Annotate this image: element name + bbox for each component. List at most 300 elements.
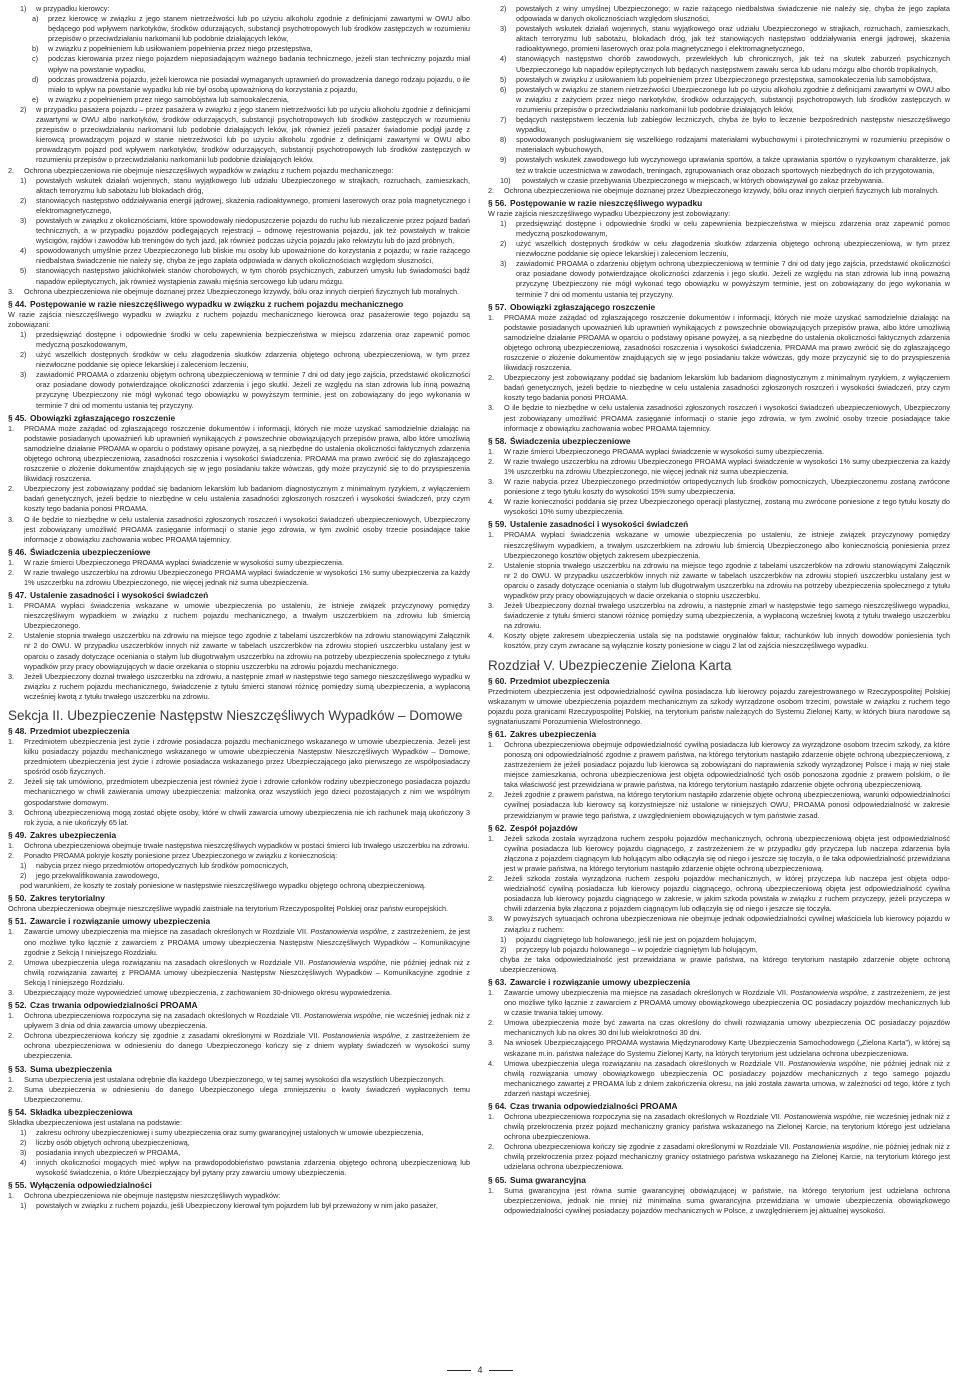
item-marker: 1. (8, 557, 15, 567)
numbered-clause (488, 313, 950, 374)
list-item (8, 216, 470, 246)
list-item (488, 135, 950, 155)
item-marker: 2) (20, 195, 27, 205)
item-text: Ochrona ubezpieczeniowa kończy się zgodnie z zasadami określonymi w Rozdziale VII. Postanowienia wspólne, nie później jednak niż z chwilą przekroczenia przez pojazd mechaniczny granicy ostatniego państwa wskazanego na Zielonej Karcie, na terytorium którego jest udzielana ochrona ubezpieczeniowa. (504, 1142, 950, 1172)
paragraph-number: § 54. (8, 1106, 27, 1117)
item-text: Ochrona ubezpieczeniowa obejmuje odpowiedzialność cywilną posiadacza lub kierowcy za wyrządzone osobom trzecim szkody, za które ponoszą oni odpowiedzialność zgodnie z prawem państwa, na którego terytorium nastąpiło zdarzenie objęte ochroną ubezpieczeniową, z zastrzeżeniem że jeżeli posiadacz pojazdu lub kierowca są zobowiązani do naprawienia szkody wyrządzonej Polsce i mają w niej stałe miejsce zamieszkania, ochrona ubezpieczeniowa jest objęta odpowiedzialność tych osób ponoszona zgodnie z prawem polskim, o ile taka właściwość jest przewidziana w prawie państwa, na którego terytorium nastąpiło zdarzenie objęte ochroną ubezpieczeniową. (504, 739, 950, 790)
item-text: O ile będzie to niezbędne w celu ustalenia zasadności zgłoszonych roszczeń i wysokości świadczeń ubezpieczeniowych, Ubezpieczony jest zobowiązany umożliwić PROAMA zasięganie informacji o stanie jego zdrowia, w tym zwolnić osoby trzecie posiadające takie informacje z obowiązku zachowania wobec PROAMA tajemnicy. (24, 514, 470, 544)
item-marker: 2. (8, 567, 15, 577)
numbered-clause (8, 958, 470, 988)
item-marker: 2. (488, 373, 495, 383)
paragraph-heading-text: Czas trwania odpowiedzialności PROAMA (510, 1101, 678, 1111)
item-marker: 4. (488, 497, 495, 507)
list-item (488, 176, 950, 186)
item-text: PROAMA może zażądać od zgłaszającego roszczenie dokumentów i informacji, których nie może uzyskać samodzielnie działając na podstawie posiadanych upoważnień lub uprawnień wynikających z powszechnie obowiązujących przepisów prawa, albo które umożliwią samodzielne działanie PROAMA w oparciu o podstawy opisane powyżej, a są niezbędne do ustalenia okoliczności faktycznych zdarzenia objętego ochroną ubezpieczeniową, zasadności roszczenia i wysokości świadczenia. PROAMA ma prawo zwrócić się do zgłaszającego roszczenie o złożenie dokumentów znajdujących się w jego posiadaniu także wówczas, gdy może przyczynić się to do przyspieszenia likwidacji roszczenia. (24, 423, 470, 484)
item-text: Ubezpieczający może wypowiedzieć umowę ubezpieczenia, z zachowaniem 30-dniowego okresu wypowiedzenia. (24, 987, 392, 997)
item-text: zawiadomić PROAMA o zdarzeniu objętym ochroną ubezpieczeniową w terminie 7 dni od daty jego zajścia, przedstawić okoliczności oraz posiadane dowody potwierdzające okoliczności zdarzenia i jego skutki. Jeżeli ze względu na stan zdrowia lub inną poważną przyczynę Ubezpieczony nie mógł wykonać tego obowiązku w powyższym terminie, jest on zobowiązany do jego wykonania w terminie 7 dni od momentu ustania tej przyczyny. (36, 370, 470, 410)
item-text: stanowiących następstwo chorób zawodowych, przewlekłych lub chronicznych, jak też na skutek zaburzeń psychicznych Ubezpieczonego lub napadów epileptycznych lub będących następstwem zawału serca lub udaru mózgu albo chorób tropikalnych, (516, 54, 950, 74)
list-item (8, 861, 470, 871)
item-text: spowodowanych posługiwaniem się wszelkiego rodzajami materiałami wybuchowymi i pirotechnicznymi w rozumieniu przepisów o materiałach wybuchowych, (516, 135, 950, 155)
paragraph-heading (8, 1000, 470, 1011)
paragraph-heading-text: Ustalenie zasadności i wysokości świadczeń (510, 519, 689, 530)
footer-rule-right (489, 1370, 513, 1371)
item-marker: 3) (500, 259, 507, 269)
item-text: innych okoliczności mogących mieć wpływ na prawdopodobieństwo powstania zdarzenia objętego ochroną ubezpieczeniową lub wysokość świadczenia, o które Ubezpieczający był pytany przy zawarciu umowy ubezpieczenia. (36, 1158, 470, 1178)
lettered-item (8, 54, 470, 74)
item-marker: 2) (500, 239, 507, 249)
numbered-clause (488, 914, 950, 934)
item-marker: 3. (488, 1038, 495, 1048)
item-marker: 3. (8, 514, 15, 524)
numbered-clause (8, 851, 470, 861)
item-marker: 5) (500, 74, 507, 84)
numbered-clause (488, 457, 950, 477)
item-text: W razie trwałego uszczerbku na zdrowiu Ubezpieczonego PROAMA wypłaci świadczenie w wysokości 1% sumy ubezpieczenia za każdy 1% uszczerbku na zdrowiu Ubezpieczonego, nie więcej jednak niż suma ubezpieczenia. (504, 456, 950, 476)
item-text: O ile będzie to niezbędne w celu ustalenia zasadności zgłoszonych roszczeń i wysokości świadczeń ubezpieczeniowych, Ubezpieczony jest zobowiązany umożliwić PROAMA zasięganie informacji o stanie jego zdrowia, w tym zwolnić osoby trzecie posiadające takie informacje z obowiązku zachowania wobec PROAMA tajemnicy. (504, 403, 950, 433)
paragraph-number: § 48. (8, 726, 27, 736)
paragraph-heading-text: Obowiązki zgłaszającego roszczenie (510, 301, 656, 312)
item-text: podczas prowadzenia pojazdu, jeżeli kierowca nie posiadał wymaganych uprawnień do prowadzenia danego rodzaju pojazdu, o ile miało to wpływ na powstanie wypadku lub nie był osobą upoważnioną do korzystania z pojazdu, (48, 74, 470, 94)
item-marker: 2) (20, 1138, 27, 1147)
item-marker: 1. (488, 1112, 495, 1121)
item-marker: 4) (20, 1158, 27, 1168)
paragraph-heading-text: Zespół pojazdów (510, 822, 578, 833)
paragraph-number: § 56. (488, 197, 507, 208)
numbered-clause (488, 874, 950, 914)
item-text: Ubezpieczony jest zobowiązany poddać się badaniom lekarskim lub badaniom diagnostycznym z minimalnym ryzykiem, z wyłączeniem badań genetycznych, jeżeli będzie to niezbędne w celu ustalenia zasadności zgłoszonych roszczeń i wysokości świadczeń, przy czym koszty tego badania ponosi PROAMA. (504, 373, 950, 403)
paragraph-heading (488, 302, 950, 313)
item-text: Jeżeli Ubezpieczony doznał trwałego uszczerbku na zdrowiu, a następnie zmarł w następstwie tego samego nieszczęśliwego wypadku w związku z ruchem pojazdu mechanicznego, świadczenie z tytułu śmierci stanowi różnicę pomiędzy sumą ubezpieczenia, a wypłaconą wcześniej kwotą z tytułu trwałego uszczerbku na zdrowiu. (24, 671, 470, 701)
paragraph-heading (8, 590, 470, 601)
list-item (488, 85, 950, 115)
paragraph-heading-text: Zakres terytorialny (30, 893, 105, 904)
item-marker: 2. (488, 874, 495, 884)
paragraph-heading-text: Suma gwarancyjna (510, 1174, 586, 1185)
paragraph-number: § 55. (8, 1180, 27, 1191)
item-marker: 1. (488, 987, 495, 997)
item-marker: 7) (500, 115, 507, 125)
numbered-clause (488, 1018, 950, 1038)
item-marker: 2. (8, 1031, 15, 1041)
item-text: przedsięwziąć dostępne i odpowiednie środki w celu zapewnienia bezpieczeństwa w miejscu zdarzenia oraz zapewnić pomoc medyczną poszkodowanym, (516, 218, 950, 238)
item-text: zawiadomić PROAMA o zdarzeniu objętym ochroną ubezpieczeniową w terminie 7 dni od daty jego zajścia, przedstawić okoliczności oraz posiadane dowody potwierdzające okoliczności zdarzenia i jego skutki. Jeżeli ze względu na stan zdrowia lub inną poważną przyczynę Ubezpieczony nie mógł wykonać tego obowiązku w powyższym terminie, jest on zobowiązany do jego wykonania w terminie 7 dni od momentu ustania tej przyczyny. (516, 259, 950, 299)
item-text: Ponadto PROAMA pokryje koszty poniesione przez Ubezpieczonego w związku z koniecznością: (24, 850, 338, 860)
item-marker: 2. (8, 631, 15, 641)
paragraph-number: § 64. (488, 1101, 507, 1111)
item-text: Umowa ubezpieczenia ulega rozwiązaniu na zasadach określonych w Rozdziale VII. Postanowienia wspólne, nie później jednak niż z chwilą rozwiązania zawartej z PROAMA umowy ubezpieczenia Następstw Nieszczęśliwych Wypadków – Komunikacyjne zgodnie z Sekcją I niniejszego Rozdziału. (24, 957, 470, 987)
numbered-clause (8, 424, 470, 485)
lettered-item (8, 44, 470, 54)
item-text: będących następstwem leczenia lub zabiegów leczniczych, chyba że było to leczenie bezpośrednich następstw nieszczęśliwego wypadku, (516, 115, 950, 135)
list-item (8, 1138, 470, 1148)
lettered-item (8, 14, 470, 44)
body-paragraph: Składka ubezpieczeniowa jest ustalana na podstawie: (8, 1117, 183, 1127)
list-item (488, 935, 950, 945)
item-text: W razie śmierci Ubezpieczonego PROAMA wypłaci świadczenie w wysokości sumy ubezpieczenia. (24, 557, 344, 567)
paragraph-heading (8, 830, 470, 841)
item-marker: c) (32, 54, 39, 64)
item-text: powstałych w związku z okolicznościami, które spowodowały niedopuszczenie pojazdu do ruchu lub niezaliczenie przez pojazd badań technicznych, a w przypadku pojazdów podlegających rejestracji – odmowę rejestrowania pojazdu, jak też powstałych w trakcie wyścigów, rajdów i zawodów lub treningów do tych jazd, jak również podczas użycia pojazdu jako rekwizytu lub do jazd próbnych, (36, 215, 470, 246)
numbered-clause (488, 447, 950, 457)
paragraph-heading-text: Suma ubezpieczenia (30, 1063, 112, 1074)
item-text: Umowa ubezpieczenia może być zawarta na czas określony do chwili rozwiązania umowy ubezpieczenia OC posiadaczy pojazdów mechanicznych lub na okres 30 dni lub wielokrotności 30 dni. (504, 1018, 950, 1038)
numbered-clause (488, 373, 950, 403)
item-marker: 5) (20, 266, 27, 276)
numbered-clause (8, 927, 470, 957)
item-marker: 1. (488, 833, 495, 843)
list-item (488, 115, 950, 135)
paragraph-number: § 45. (8, 412, 27, 423)
paragraph-heading (488, 676, 950, 687)
paragraph-heading-text: Wyłączenia odpowiedzialności (30, 1180, 152, 1191)
item-text: w przypadku kierowcy: (36, 4, 110, 13)
paragraph-heading (8, 547, 470, 558)
list-item (8, 1158, 470, 1178)
paragraph-heading (488, 729, 950, 740)
item-text: Umowa ubezpieczenia ulega rozwiązaniu na zasadach określonych w Rozdziale VII. Postanowienia wspólne, nie później jednak niż z chwilą rozwiązania umowy obowiązkowego ubezpieczenia OC posiadaczy pojazdów mechanicznych z tego samego pojazdu mechanicznego zawartej z PROAMA lub z dniem zakończenia okresu, na jaki została zawarta umowa, w zależności od tego, które z tych zdarzeń nastąpi wcześniej. (504, 1058, 950, 1098)
item-text: Suma ubezpieczenia jest ustalana odrębnie dla każdego Ubezpieczonego, w tej samej wysokości dla wszystkich Ubezpieczonych. (24, 1074, 446, 1084)
item-text: PROAMA wypłaci świadczenia wskazane w umowie ubezpieczenia po ustaleniu, że istnieje związek przyczynowy pomiędzy nieszczęśliwym wypadkiem w związku z ruchem pojazdu mechanicznego, a trwałym uszczerbkiem na zdrowiu lub śmiercią Ubezpieczonego. (24, 601, 470, 631)
paragraph-number: § 44. (8, 298, 27, 309)
item-text: nabycia przez niego przedmiotów ortopedycznych lub środków pomocniczych, (36, 861, 289, 871)
numbered-clause (488, 1142, 950, 1172)
item-marker: 2. (488, 1142, 495, 1152)
paragraph-heading (488, 1101, 950, 1112)
numbered-clause (8, 841, 470, 851)
numbered-clause (488, 988, 950, 1018)
item-text: powstałych w czasie przebywania Ubezpieczonego w miejscach, w których obowiązywał go zakaz przebywania. (522, 175, 884, 185)
item-marker: 3) (20, 370, 27, 380)
item-text: Jeżeli zgodnie z prawem państwa, na którego terytorium nastąpiło zdarzenie objęte ochroną ubezpieczeniową, warunki odpowiedzialności cywilnej posiadacza lub kierowcy są korzystniejsze niż ustalone w niniejszych OWU, PROAMA ponosi odpowiedzialność w zakresie przewidzianym w prawie tego państwa, z uwzględnieniem obowiązujących w tym państwie zasad. (504, 790, 950, 820)
numbered-clause (488, 1038, 950, 1058)
item-marker: 4. (488, 631, 495, 641)
item-text: Na wniosek Ubezpieczającego PROAMA wystawia Międzynarodowy Kartę Ubezpieczenia Samochodowego („Zielona Karta”), w której są wskazane m.in. państwa należące do Systemu Zielonej Karty, na których terytorium jest udzielana ochrona ubezpieczeniowa. (504, 1038, 950, 1058)
item-text: Ochroną ubezpieczeniową mogą zostać objęte osoby, które w chwili zawarcia umowy ubezpieczenia nie ich rachunek mają ukończony 3 rok życia, a nie ukończyły 65 lat. (24, 807, 470, 827)
item-marker: 2. (488, 1018, 495, 1028)
item-marker: b) (32, 44, 39, 54)
paragraph-number: § 62. (488, 822, 507, 833)
numbered-clause (488, 186, 950, 196)
item-marker: 2. (8, 777, 15, 787)
item-marker: 3. (8, 807, 15, 817)
list-item (8, 105, 470, 166)
numbered-clause (8, 1011, 470, 1031)
item-marker: 6) (500, 84, 507, 94)
item-text: W powyższych sytuacjach ochrona ubezpieczeniowa nie obejmuje jednak odpowiedzialności cywilnej właściciela lub kierowcy pojazdu w związku z ruchem: (504, 914, 950, 934)
item-text: Ochrona ubezpieczeniowa nie obejmuje następstw nieszczęśliwych wypadków: (24, 1191, 281, 1201)
item-text: przedsięwziąć dostępne i odpowiednie środki w celu zapewnienia bezpieczeństwa w miejscu zdarzenia oraz zapewnić pomoc medyczną poszkodowanym, (36, 329, 470, 349)
item-text: PROAMA wypłaci świadczenia wskazane w umowie ubezpieczenia po ustaleniu, że istnieje związek przyczynowy pomiędzy nieszczęśliwym wypadkiem, a trwałym uszczerbkiem na zdrowiu lub śmiercią Ubezpieczonego albo koniecznością poniesienia przez Ubezpieczonego kosztów objętych zakresem ubezpieczenia. (504, 530, 950, 560)
item-text: W razie konieczności poddania się przez Ubezpieczonego operacji plastycznej, zostaną mu zwrócone poniesione z tego tytułu koszty do wysokości 10% sumy ubezpieczenia. (504, 497, 950, 517)
item-text: jego przekwalifikowania zawodowego, (36, 871, 160, 881)
item-text: w przypadku pasażera pojazdu – przez pasażera w związku z jego stanem nietrzeźwości lub po użyciu alkoholu zgodnie z definicjami zawartymi w OWU albo narkotyków, środków odurzających, substancji psychotropowych lub środków zastępczych w rozumieniu przepisów o przeciwdziałaniu narkomanii lub podobnie działających leków, jak również jeżeli pasażer świadomie podjął jazdę z kierowcą prowadzącym pojazd w stanie nietrzeźwości lub po użyciu alkoholu zgodnie z definicjami zawartymi w OWU albo prowadzącym pojazd pod wpływem narkotyków, środków odurzających, substancji psychotropowych lub środków zastępczych w rozumieniu przepisów o przeciwdziałaniu narkomanii lub podobnie działających leków. (36, 104, 470, 165)
item-marker: 2. (8, 850, 15, 860)
right-column (488, 4, 950, 1216)
item-marker: 2) (20, 350, 27, 360)
item-text: zakresu ochrony ubezpieczeniowej i sumy ubezpieczenia oraz sumy gwarancyjnej ustalonych w umowie ubezpieczenia, (36, 1127, 424, 1137)
paragraph-heading (488, 436, 950, 447)
paragraph-number: § 53. (8, 1063, 27, 1074)
numbered-clause (8, 484, 470, 514)
item-marker: 3. (8, 987, 15, 997)
item-marker: 1) (20, 1201, 27, 1211)
paragraph-heading (488, 198, 950, 209)
item-text: Ochrona ubezpieczeniowa nie obejmuje doznanej przez Ubezpieczonego krzywdy, bólu oraz innych cierpień fizycznych lub moralnych. (24, 286, 460, 296)
item-marker: 2. (488, 560, 495, 570)
item-text: stanowiących następstwo jakichkolwiek stanów chorobowych, w tym chorób psychicznych, zaburzeń umysłu lub świadomości bądź napadów epileptycznych, jak również wystąpienia zawału mięśnia sercowego lub udaru mózgu. (36, 266, 470, 286)
item-text: W razie trwałego uszczerbku na zdrowiu Ubezpieczonego PROAMA wypłaci świadczenie w wysokości 1% sumy ubezpieczenia za każdy 1% uszczerbku na zdrowiu Ubezpieczonego, nie więcej jednak niż suma ubezpieczenia. (24, 567, 470, 587)
footer-rule-left (447, 1370, 471, 1371)
paragraph-heading-text: Obowiązki zgłaszającego roszczenie (30, 412, 176, 423)
item-text: Jeżeli Ubezpieczony doznał trwałego uszczerbku na zdrowiu, a następnie zmarł w następstwie tego samego nieszczęśliwego wypadku, świadczenie z tytułu śmierci stanowi różnicę pomiędzy sumą ubezpieczenia, a wypłaconą wcześniej kwotą z tytułu trwałego uszczerbku na zdrowiu. (504, 601, 950, 631)
list-item (488, 945, 950, 955)
numbered-clause (8, 287, 470, 297)
paragraph-heading (8, 726, 470, 737)
numbered-clause (8, 777, 470, 807)
list-item (8, 266, 470, 286)
item-marker: 9) (500, 155, 507, 165)
numbered-clause (8, 1085, 470, 1105)
paragraph-number: § 59. (488, 519, 507, 530)
paragraph-heading-text: Świadczenia ubezpieczeniowe (510, 435, 631, 446)
item-marker: 1) (20, 175, 27, 185)
item-marker: 4. (488, 1058, 495, 1068)
numbered-clause (8, 1075, 470, 1085)
item-marker: 8) (500, 135, 507, 145)
item-text: PROAMA może zażądać od zgłaszającego roszczenie dokumentów i informacji, których nie może uzyskać samodzielnie działając na podstawie posiadanych upoważnień lub uprawnień wynikających z powszechnie obowiązujących przepisów prawa, albo które umożliwią samodzielne działanie PROAMA w oparciu o podstawy opisane powyżej, a są niezbędne do ustalenia okoliczności faktycznych zdarzenia objętego ochroną ubezpieczeniową, zasadności roszczenia i wysokości świadczenia. PROAMA ma prawo zwrócić się do zgłaszającego roszczenie o złożenie dokumentów znajdujących się w jego posiadaniu także wówczas, gdy może przyczynić się to do przyspieszenia likwidacji roszczenia. (504, 312, 950, 373)
item-text: powstałych z winy umyślnej Ubezpieczonego; w razie rażącego niedbalstwa świadczenie nie należy się, chyba że jego zapłata odpowiada w danych okolicznościach względom słuszności, (516, 4, 950, 24)
body-paragraph: Przedmiotem ubezpieczenia jest odpowiedzialność cywilna posiadacza lub kierowcy pojazdu zarejestrowanego w Rzeczypospolitej Polskiej wskazanym w umowie ubezpieczenia pojazdem mechanicznym za szkody wyrządzone osobom trzecim, powstałe w związku z ruchem tego pojazdu poza granicami Rzeczypospolitej Polskiej, na terytorium państw należących do Systemu Zielonej Karty, w których biura narodowe są sygnatariuszami Porozumienia Wielostronnego. (488, 686, 950, 726)
numbered-clause (8, 166, 470, 176)
item-marker: a) (32, 14, 39, 24)
section-title: Sekcja II. Ubezpieczenie Następstw Nieszczęśliwych Wypadków – Domowe (8, 708, 463, 723)
item-text: spowodowanych umyślnie przez Ubezpieczonego lub bliskie mu osoby lub upoważnione do korzystania z pojazdu; w razie rażącego niedbalstwa świadczenie nie należy się, chyba że jego zapłata odpowiada w danych okolicznościach względom słuszności, (36, 246, 470, 266)
item-text: powstałych wskutek zawodowego lub wyczynowego uprawiania sportów, a także uprawiania sportów o ryzykownym charakterze, jak też w trakcie uczestnictwa w zawodach, treningach, zgrupowaniach oraz obozach sportowych niezbędnych do ich przygotowania, (516, 155, 950, 175)
item-marker: 1. (8, 927, 15, 937)
numbered-clause (488, 601, 950, 631)
paragraph-number: § 58. (488, 435, 507, 446)
paragraph-number: § 65. (488, 1174, 507, 1185)
paragraph-heading (8, 413, 470, 424)
list-item (8, 330, 470, 350)
item-text: Zawarcie umowy ubezpieczenia ma miejsce na zasadach określonych w Rozdziale VII. Postanowienia wspólne, z zastrzeżeniem, że jest ono możliwe tylko łącznie z zawarciem z PROAMA umowy obowiązkowego ubezpieczenia OC posiadaczy pojazdów mechanicznych lub w czasie trwania takiej umowy. (504, 987, 951, 1018)
item-marker: 2) (20, 871, 27, 881)
lettered-item (8, 95, 470, 105)
item-text: Ochrona ubezpieczeniowa obejmuje trwałe następstwa nieszczęśliwych wypadków w postaci śmierci lub trwałego uszczerbku na zdrowiu. (24, 840, 470, 850)
item-text: Ochrona ubezpieczeniowa nie obejmuje nieszczęśliwych wypadków w związku z ruchem pojazdu mechanicznego: (24, 165, 394, 175)
item-marker: 1. (488, 312, 495, 322)
list-item (488, 219, 950, 239)
item-marker: 1. (8, 840, 15, 850)
paragraph-heading (8, 299, 470, 310)
item-marker: 2. (8, 484, 15, 494)
item-marker: 1. (8, 423, 15, 433)
item-marker: 2) (500, 4, 507, 13)
item-marker: 1) (500, 218, 507, 228)
item-marker: 1) (20, 861, 27, 871)
item-marker: 2) (20, 104, 27, 114)
item-marker: 4) (500, 54, 507, 64)
list-item (488, 4, 950, 24)
item-marker: 10) (500, 175, 511, 185)
section-title: Rozdział V. Ubezpieczenie Zielona Karta (488, 657, 732, 673)
paragraph-number: § 61. (488, 728, 507, 739)
numbered-clause (8, 631, 470, 671)
item-marker: 2. (8, 1084, 15, 1094)
paragraph-heading-text: Postępowanie w razie nieszczęśliwego wypadku w związku z ruchem pojazdu mechanicznego (30, 298, 404, 309)
item-marker: 1) (20, 4, 27, 13)
paragraph-number: § 52. (8, 1000, 27, 1011)
left-column (8, 4, 470, 1212)
item-marker: 3. (8, 671, 15, 681)
paragraph-number: § 60. (488, 675, 507, 686)
list-item (8, 1128, 470, 1138)
item-marker: 2. (488, 790, 495, 800)
list-item (8, 370, 470, 410)
body-paragraph: W razie zajścia nieszczęśliwego wypadku Ubezpieczony jest zobowiązany: (488, 208, 731, 218)
numbered-clause (488, 631, 950, 651)
item-marker: 1. (8, 601, 15, 611)
numbered-clause (488, 1186, 950, 1216)
item-text: w związku z popełnieniem przez niego samobójstwa lub samookaleczenia, (48, 94, 289, 104)
paragraph-number: § 50. (8, 893, 27, 904)
body-paragraph: pod warunkiem, że koszty te zostały poniesione w następstwie nieszczęśliwego wypadku objętego ochroną ubezpieczeniową. (20, 881, 427, 891)
paragraph-heading-text: Zawarcie i rozwiązanie umowy ubezpieczenia (30, 916, 211, 927)
paragraph-heading-text: Przedmiot ubezpieczenia (510, 675, 610, 686)
numbered-clause (8, 601, 470, 631)
item-marker: 1. (8, 1011, 15, 1021)
item-text: przez kierowcę w związku z jego stanem nietrzeźwości lub po użyciu alkoholu zgodnie z definicjami zawartymi w OWU albo będącego pod wpływem narkotyków, środków odurzających, substancji psychotropowych lub środków zastępczych w rozumieniu przepisów o przeciwdziałaniu narkomanii lub podobnie działających leków, (48, 14, 470, 44)
paragraph-number: § 49. (8, 829, 27, 840)
item-marker: 1. (488, 446, 495, 456)
numbered-clause (488, 740, 950, 790)
numbered-clause (488, 497, 950, 517)
item-text: Ochrona ubezpieczeniowa kończy się zgodnie z zasadami określonymi w Rozdziale VII. Postanowienia wspólne, z zastrzeżeniem że ochrona ubezpieczeniowa w odniesieniu do danego Ubezpieczonego kończy się z dniem wypłaty świadczeń w wysokości sumy ubezpieczenia. (24, 1031, 470, 1061)
paragraph-number: § 57. (488, 301, 507, 312)
numbered-clause (8, 1191, 470, 1201)
paragraph-heading (8, 916, 470, 927)
list-item (8, 176, 470, 196)
numbered-clause (8, 1031, 470, 1061)
item-text: powstałych wskutek działań wojennych, stanu wyjątkowego lub udziału Ubezpieczonego w strajkach, rozruchach, zamieszkach, aktach terroryzmu lub sabotażu lub blokadach dróg, (36, 175, 470, 195)
paragraph-heading-text: Postępowanie w razie nieszczęśliwego wypadku (510, 197, 703, 208)
item-marker: 3. (488, 601, 495, 611)
item-marker: 1. (488, 739, 495, 749)
numbered-clause (488, 403, 950, 433)
item-text: powstałych w związku z usiłowaniem lub popełnieniem przez Ubezpieczonego przestępstwa, samookaleczenia lub samobójstwa, (516, 74, 933, 84)
body-paragraph: W razie zajścia nieszczęśliwego wypadku w związku z ruchem pojazdu mechanicznego kierowca oraz pasażerowie tego pojazdu są zobowiązani: (8, 309, 470, 329)
list-item (8, 246, 470, 266)
item-text: Suma ubezpieczenia w odniesieniu do danego Ubezpieczonego ulega zmniejszeniu o kwoty świadczeń wypłaconych temu Ubezpieczonemu. (24, 1084, 470, 1104)
item-marker: 3) (500, 24, 507, 34)
paragraph-heading (488, 823, 950, 834)
item-marker: e) (32, 94, 39, 104)
body-paragraph: Ochrona ubezpieczeniowa obejmuje nieszczęśliwe wypadki zaistniałe na terytorium Rzeczypospolitej Polskiej oraz państw europejskich. (8, 904, 449, 914)
item-text: posiadania innych ubezpieczeń w PROAMA, (36, 1148, 181, 1158)
item-text: Ochrona ubezpieczeniowa rozpoczyna się na zasadach określonych w Rozdziale VII. Postanowienia wspólne, nie wcześniej jednak niż z upływem 3 dnia od dnia zawarcia umowy ubezpieczenia. (24, 1011, 470, 1031)
numbered-clause (488, 790, 950, 820)
item-marker: 3. (488, 914, 495, 924)
item-text: Ustalenie stopnia trwałego uszczerbku na zdrowiu na miejsce tego zgodnie z tabelami uszczerbków na zdrowiu stanowiącymi Załącznik nr 2 do OWU. W przypadku uszczerbków innych niż zawarte w tabelach uszczerbków na zdrowiu stopień uszczerbku ustalany jest w oparciu o zasady dotyczące oceniania o stałym lub długotrwałym uszczerbku na zdrowiu na potrzeby ubezpieczenia społecznego z tytułu wypadków przy pracy obowiązujących w dacie orzekania o stopniu uszczerbku na zdrowiu pojazdu mechanicznego. (24, 631, 470, 671)
item-text: W razie śmierci Ubezpieczonego PROAMA wypłaci świadczenie w wysokości sumy ubezpieczenia. (504, 446, 824, 456)
paragraph-heading (8, 1180, 470, 1191)
item-marker: 2. (8, 957, 15, 967)
item-marker: 1) (500, 934, 507, 944)
paragraph-number: § 51. (8, 916, 27, 927)
item-text: liczby osób objętych ochroną ubezpieczeniową, (36, 1138, 190, 1147)
item-marker: 4) (20, 246, 27, 256)
list-item (488, 239, 950, 259)
item-marker: 3) (20, 1148, 27, 1158)
item-marker: 3) (20, 215, 27, 225)
list-item (8, 871, 470, 881)
numbered-clause (488, 1059, 950, 1099)
item-marker: 2. (488, 456, 495, 466)
item-marker: 1) (20, 329, 27, 339)
item-text: Jeżeli szkoda została wyrządzona ruchem zespołu pojazdów mechanicznych, ochroną ubezpieczeniową objęta jest odpowiedzialność cywilna posiadacza lub kierowcy pojazdu ciągnącego, z zastrzeżeniem że w przypadku gdy przyczepa lub naczepa zdarzenia była złączona z pojazdem ciągnącym lub holującym albo odłączyła się od niego i jeszcze się toczyła, o ile taka odpowiedzialność przewidziana jest w prawie państwa, na którego terytorium nastąpiło zdarzenie objęte ochroną ubezpieczeniową. (504, 833, 950, 873)
item-marker: 2. (488, 185, 495, 195)
numbered-clause (8, 988, 470, 998)
numbered-clause (488, 561, 950, 601)
paragraph-number: § 47. (8, 590, 27, 601)
item-text: Przedmiotem ubezpieczenia jest życie i zdrowie posiadacza pojazdu mechanicznego wskazanego w umowie ubezpieczenia. Jeżeli jest kilku posiadaczy pojazdu mechanicznego wskazanego w umowie ubezpieczenia Następstw Nieszczęśliwych Wypadków – Domowe, przedmiotem ubezpieczenia jest życie i zdrowie posiadacza wskazanego przez Ubezpieczającego jako pierwszego ze współposiadaczy spośród osób fizycznych. (24, 737, 470, 777)
list-item (488, 54, 950, 74)
item-text: powstałych wskutek działań wojennych, stanu wyjątkowego oraz udziału Ubezpieczonego w strajkach, rozruchach, zamieszkach, aktach terroryzmu lub sabotażu, blokadach dróg, jak też stanowiących następstwo oddziaływania energii jądrowej, skażenia radioaktywnego, promieni laserowych oraz pola magnetycznego i elektromagnetycznego, (516, 24, 950, 54)
item-text: stanowiących następstwo oddziaływania energii jądrowej, skażenia radioaktywnego, promieni laserowych oraz pola magnetycznego i elektromagnetycznego, (36, 195, 470, 215)
item-text: W razie nabycia przez Ubezpieczonego przedmiotów ortopedycznych lub środków pomocniczych, Ubezpieczonemu zostaną zwrócone poniesione z tego tytułu koszty do wysokości 15% sumy ubezpieczenia. (504, 477, 950, 497)
body-paragraph: chyba że taka odpowiedzialność jest przewidziana w prawie państwa, na którego terytorium nastąpiło zdarzenie objęte ochroną ubezpieczeniową. (500, 954, 950, 974)
paragraph-heading-text: Czas trwania odpowiedzialności PROAMA (30, 1000, 198, 1011)
item-text: przyczepy lub pojazdu holowanego – w pojedzie ciągniętym lub holującym, (516, 944, 758, 954)
lettered-item (8, 75, 470, 95)
numbered-clause (8, 737, 470, 777)
list-item (488, 75, 950, 85)
item-marker: 1. (488, 1185, 495, 1195)
item-text: Jeżeli szkoda została wyrządzona ruchem zespołu pojazdów mechanicznych, w której przyczepa lub naczepa jest objęta odpowiedzialność cywilną posiadacza lub kierowcy pojazdu ciągnącego, ochroną ubezpieczeniową objęta jest odpowiedzialność cywilna posiadacza lub kierowcy pojazdu ciągnącego w zakresie, w jakim szkoda powstała w związku z ruchem przyczepy, jeżeli przyczepa w chwili zdarzenia była złączona z pojazdem ciągnącym lub odłączyła się od niego i jeszcze się toczyła. (504, 874, 950, 914)
list-item (488, 259, 950, 299)
numbered-clause (488, 477, 950, 497)
paragraph-heading (8, 1107, 470, 1118)
item-text: Ubezpieczony jest zobowiązany poddać się badaniom lekarskim lub badaniom diagnostycznym z minimalnym ryzykiem, z wyłączeniem badań genetycznych, jeżeli będzie to niezbędne w celu ustalenia zasadności zgłoszonych roszczeń i wysokości świadczeń, przy czym koszty tego badania ponosi PROAMA. (24, 484, 470, 514)
item-marker: 2) (500, 944, 507, 954)
list-item (8, 350, 470, 370)
paragraph-heading-text: Zakres ubezpieczenia (30, 829, 117, 840)
paragraph-heading (8, 893, 470, 904)
page-number-footer (441, 1364, 519, 1376)
item-text: Suma gwarancyjna jest równa sumie gwarancyjnej obowiązującej w państwie, na którego terytorium jest udzielana ochrona ubezpieczeniowa, jednak nie mniej niż minimalna suma gwarancyjna przewidziana w umowie ubezpieczenia obowiązkowego odpowiedzialności cywilnej posiadaczy pojazdów mechanicznych w Polsce, z uwzględnieniem jej aktualnej wysokości. (504, 1185, 950, 1215)
list-item (8, 1201, 470, 1211)
numbered-clause (8, 568, 470, 588)
item-text: Ochrona ubezpieczeniowa rozpoczyna się na zasadach określonych w Rozdziale VII. Postanowienia wspólne, nie wcześniej jednak niż z chwilą przekroczenia przez pojazd mechaniczny granicy państwa wskazanego na Zielonej Karcie, na terytorium którego jest udzielana ochrona ubezpieczeniowa. (504, 1112, 950, 1142)
item-marker: 1. (8, 1074, 15, 1084)
item-text: Ochrona ubezpieczeniowa nie obejmuje doznanej przez Ubezpieczonego krzywdy, bólu oraz innych cierpień fizycznych lub moralnych. (504, 185, 940, 195)
item-text: użyć wszelkich dostępnych środków w celu złagodzenia skutków zdarzenia objętego ochroną ubezpieczeniową, w tym przez niezwłoczne poddanie się opiece lekarskiej i zaleceniom leczeniu, (516, 239, 950, 259)
numbered-clause (8, 515, 470, 545)
paragraph-heading (488, 1175, 950, 1186)
numbered-clause (488, 530, 950, 560)
numbered-clause (8, 672, 470, 702)
list-item (488, 155, 950, 175)
item-text: Koszty objęte zakresem ubezpieczenia ustala się na podstawie oryginałów faktur, rachunków lub innych dowodów poniesienia tych kosztów, przy czym zwracane są wyłącznie koszty poniesione w ciągu 2 lat od zajścia nieszczęśliwego wypadku. (504, 631, 950, 651)
paragraph-heading-text: Przedmiot ubezpieczenia (30, 726, 130, 736)
item-marker: 2. (8, 165, 15, 175)
paragraph-heading-text: Zawarcie i rozwiązanie umowy ubezpieczenia (510, 976, 691, 987)
list-item (488, 24, 950, 54)
numbered-clause (8, 808, 470, 828)
item-marker: 3. (488, 477, 495, 487)
paragraph-heading (8, 1064, 470, 1075)
item-marker: 3. (488, 403, 495, 413)
